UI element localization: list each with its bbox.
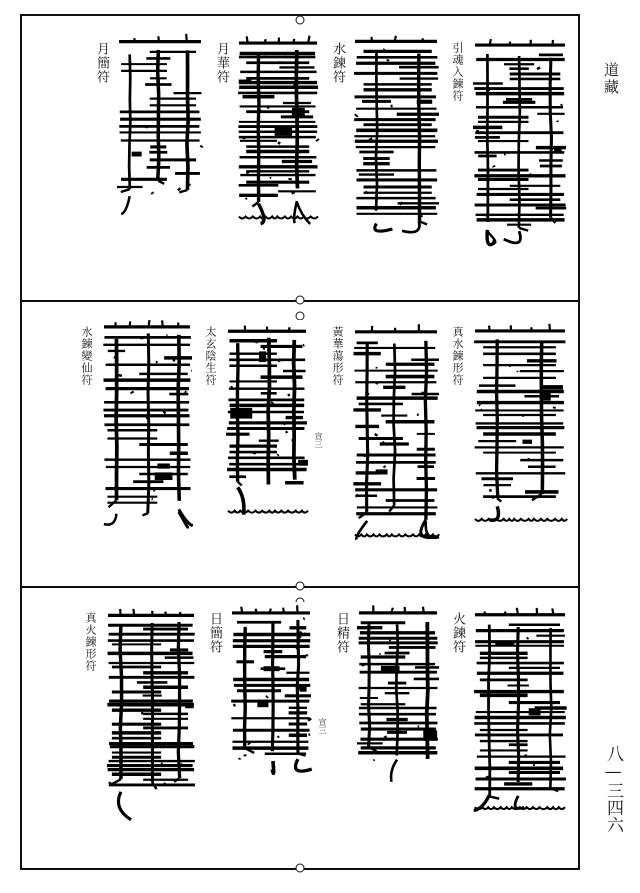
register-2 — [22, 302, 578, 586]
talisman-huanghua-dangxing-fu — [313, 312, 444, 582]
talisman-rijing-fu — [317, 598, 444, 866]
talisman-glyph — [468, 318, 572, 528]
talisman-caption: 日精符 — [334, 612, 349, 654]
talisman-zhenhuo-lianxing-fu — [77, 598, 201, 866]
page-frame — [20, 14, 580, 870]
talisman-glyph — [348, 32, 444, 238]
talisman-glyph — [352, 602, 444, 788]
talisman-caption: 黃華蕩形符 — [331, 326, 344, 386]
page-header-title: 道藏 — [602, 62, 620, 96]
register-1 — [22, 18, 578, 300]
talisman-caption: 月華符 — [214, 42, 229, 84]
talisman-shui-lian-fu — [324, 28, 444, 296]
talisman-caption: 真水鍊形符 — [451, 326, 464, 386]
talisman-rijian-fu — [201, 598, 317, 866]
talisman-huo-lian-fu — [444, 598, 572, 866]
talisman-yuehua-fu — [208, 28, 324, 296]
talisman-caption: 真火鍊形符 — [84, 612, 97, 672]
talisman-shuilian-biansan-fu — [73, 312, 197, 582]
talisman-glyph — [348, 320, 444, 546]
register-3 — [22, 588, 578, 870]
talisman-caption: 日簡符 — [207, 612, 222, 654]
talisman-caption: 月簡符 — [94, 42, 109, 84]
talisman-caption: 水鍊符 — [330, 42, 345, 84]
talisman-yinhun-ru-lian-fu — [444, 28, 572, 296]
talisman-glyph — [468, 605, 572, 817]
talisman-zhenshui-lianxing-fu — [444, 312, 572, 582]
talisman-caption: 太玄陰生符 — [204, 326, 217, 386]
talisman-caption: 引魂入鍊符 — [451, 42, 464, 102]
talisman-glyph — [232, 32, 324, 230]
talisman-glyph — [221, 320, 313, 524]
talisman-caption: 火鍊符 — [450, 612, 465, 654]
talisman-glyph — [225, 602, 317, 778]
page-folio-number: 八—三四六 — [603, 745, 623, 833]
talisman-yuejian-fu — [88, 28, 208, 296]
talisman-glyph — [468, 34, 572, 248]
talisman-caption: 水鍊變仙符 — [80, 326, 93, 386]
talisman-glyph — [97, 315, 197, 533]
talisman-glyph — [112, 32, 208, 224]
talisman-glyph — [101, 604, 201, 826]
talisman-subnote: 宣三 — [314, 432, 323, 448]
talisman-subnote: 宣三 — [318, 718, 327, 734]
talisman-taixuan-yinsheng-fu — [197, 312, 313, 582]
